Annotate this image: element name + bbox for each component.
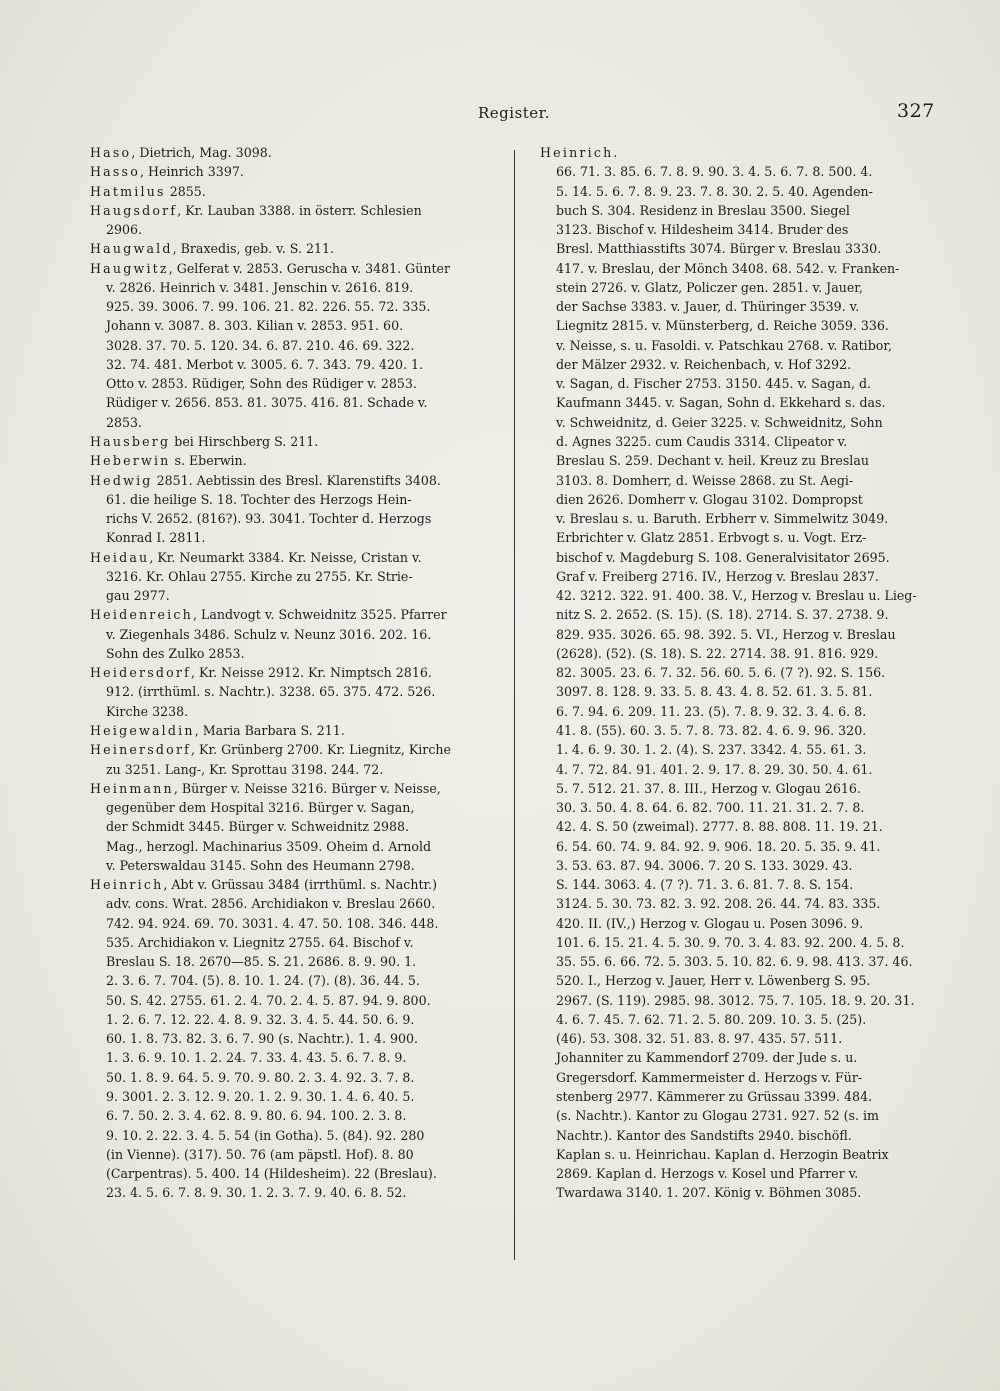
entry-text: Otto v. 2853. Rüdiger, Sohn des Rüdiger v. 2853. xyxy=(106,376,417,392)
index-line xyxy=(90,991,506,1010)
entry-text: 3216. Kr. Ohlau 2755. Kirche zu 2755. Kr. Strie- xyxy=(106,568,413,584)
index-line xyxy=(540,856,940,875)
index-line xyxy=(540,374,940,393)
entry-text: 520. I., Herzog v. Jauer, Herr v. Löwenberg S. 95. xyxy=(556,973,871,989)
entry-headword: Hasso xyxy=(90,164,140,180)
entry-text: 3123. Bischof v. Hildesheim 3414. Bruder des xyxy=(556,222,849,238)
page-title: Register. xyxy=(478,104,550,122)
index-line xyxy=(540,548,940,567)
entry-text: 101. 6. 15. 21. 4. 5. 30. 9. 70. 3. 4. 83. 92. 200. 4. 5. 8. xyxy=(556,934,905,950)
index-line xyxy=(90,933,506,952)
entry-text: S. 144. 3063. 4. (7 ?). 71. 3. 6. 81. 7. 8. S. 154. xyxy=(556,877,854,893)
index-line xyxy=(90,856,506,875)
entry-text: , Kr. Lauban 3388. in österr. Schlesien xyxy=(177,202,422,218)
index-line xyxy=(90,355,506,374)
entry-text: 42. 3212. 322. 91. 400. 38. V., Herzog v. Breslau u. Lieg- xyxy=(556,588,917,604)
entry-text: Bresl. Matthiasstifts 3074. Bürger v. Breslau 3330. xyxy=(556,241,882,257)
page-number: 327 xyxy=(897,100,935,122)
entry-text: 1. 2. 6. 7. 12. 22. 4. 8. 9. 32. 3. 4. 5. 44. 50. 6. 9. xyxy=(106,1011,415,1027)
entry-text: dien 2626. Domherr v. Glogau 3102. Dompropst xyxy=(556,491,863,507)
index-line xyxy=(90,432,506,451)
index-line xyxy=(540,779,940,798)
index-line xyxy=(90,1126,506,1145)
entry-text: 41. 8. (55). 60. 3. 5. 7. 8. 73. 82. 4. 6. 9. 96. 320. xyxy=(556,722,867,738)
entry-text: , Heinrich 3397. xyxy=(140,164,244,180)
entry-text: 5. 7. 512. 21. 37. 8. III., Herzog v. Glogau 2616. xyxy=(556,780,861,796)
entry-text: bischof v. Magdeburg S. 108. Generalvisitator 2695. xyxy=(556,549,890,565)
entry-text: 50. S. 42. 2755. 61. 2. 4. 70. 2. 4. 5. 87. 94. 9. 800. xyxy=(106,992,431,1008)
index-line xyxy=(540,1048,940,1067)
index-line xyxy=(90,702,506,721)
index-line xyxy=(90,528,506,547)
index-line xyxy=(90,1029,506,1048)
index-line xyxy=(540,875,940,894)
entry-text: (Carpentras). 5. 400. 14 (Hildesheim). 22 (Breslau). xyxy=(106,1166,437,1182)
entry-headword: Heinrich xyxy=(540,145,614,160)
entry-text: 6. 54. 60. 74. 9. 84. 92. 9. 906. 18. 20. 5. 35. 9. 41. xyxy=(556,838,881,854)
entry-text: 6. 7. 50. 2. 3. 4. 62. 8. 9. 80. 6. 94. 100. 2. 3. 8. xyxy=(106,1108,407,1124)
index-line xyxy=(540,297,940,316)
entry-text: v. Schweidnitz, d. Geier 3225. v. Schweidnitz, Sohn xyxy=(556,414,883,430)
index-line xyxy=(540,259,940,278)
index-line xyxy=(540,971,940,990)
index-line xyxy=(90,413,506,432)
entry-text: 2855. xyxy=(165,183,206,199)
index-line xyxy=(540,760,940,779)
entry-text: 2869. Kaplan d. Herzogs v. Kosel und Pfarrer v. xyxy=(556,1166,859,1182)
entry-text: , Dietrich, Mag. 3098. xyxy=(131,145,272,160)
entry-text: 925. 39. 3006. 7. 99. 106. 21. 82. 226. 55. 72. 335. xyxy=(106,299,431,315)
entry-text: 4. 7. 72. 84. 91. 401. 2. 9. 17. 8. 29. 30. 50. 4. 61. xyxy=(556,761,873,777)
index-line xyxy=(90,374,506,393)
index-line xyxy=(540,490,940,509)
index-line xyxy=(90,297,506,316)
index-line xyxy=(540,625,940,644)
entry-text: 30. 3. 50. 4. 8. 64. 6. 82. 700. 11. 21. 31. 2. 7. 8. xyxy=(556,800,865,816)
index-line xyxy=(540,162,940,181)
entry-text: v. 2826. Heinrich v. 3481. Jenschin v. 2616. 819. xyxy=(106,279,414,295)
index-line xyxy=(540,914,940,933)
index-line xyxy=(540,182,940,201)
entry-text: gegenüber dem Hospital 3216. Bürger v. Sagan, xyxy=(106,800,415,816)
index-line xyxy=(540,413,940,432)
entry-text: Gregersdorf. Kammermeister d. Herzogs v. Für- xyxy=(556,1069,863,1085)
entry-text: Breslau S. 259. Dechant v. heil. Kreuz zu Breslau xyxy=(556,453,869,469)
entry-text: 3. 53. 63. 87. 94. 3006. 7. 20 S. 133. 3029. 43. xyxy=(556,857,853,873)
entry-text: 829. 935. 3026. 65. 98. 392. 5. VI., Herzog v. Breslau xyxy=(556,626,896,642)
index-line xyxy=(90,336,506,355)
entry-text: Erbrichter v. Glatz 2851. Erbvogt s. u. Vogt. Erz- xyxy=(556,530,867,546)
entry-text: 420. II. (IV.,) Herzog v. Glogau u. Posen 3096. 9. xyxy=(556,915,864,931)
entry-text: 417. v. Breslau, der Mönch 3408. 68. 542. v. Franken- xyxy=(556,260,900,276)
entry-text: 32. 74. 481. Merbot v. 3005. 6. 7. 343. 79. 420. 1. xyxy=(106,356,424,372)
entry-headword: Haugsdorf xyxy=(90,202,178,218)
index-line xyxy=(90,393,506,412)
entry-text: v. Breslau s. u. Baruth. Erbherr v. Simmelwitz 3049. xyxy=(556,511,889,527)
index-line xyxy=(540,991,940,1010)
index-line xyxy=(90,259,506,278)
index-line xyxy=(540,586,940,605)
index-line xyxy=(540,817,940,836)
index-line xyxy=(90,509,506,528)
index-line xyxy=(90,1106,506,1125)
index-line xyxy=(90,1087,506,1106)
entry-text: 535. Archidiakon v. Liegnitz 2755. 64. Bischof v. xyxy=(106,934,414,950)
index-line xyxy=(540,432,940,451)
entry-headword: Heidau xyxy=(90,549,150,565)
index-line xyxy=(90,682,506,701)
entry-text: v. Sagan, d. Fischer 2753. 3150. 445. v. Sagan, d. xyxy=(556,376,872,392)
entry-text: richs V. 2652. (816?). 93. 3041. Tochter d. Herzogs xyxy=(106,511,432,527)
index-line xyxy=(540,143,940,162)
index-line xyxy=(540,1068,940,1087)
index-line xyxy=(540,1183,940,1202)
index-line xyxy=(540,894,940,913)
index-line xyxy=(540,220,940,239)
index-line xyxy=(540,1087,940,1106)
index-line xyxy=(90,278,506,297)
entry-text: , Kr. Neumarkt 3384. Kr. Neisse, Cristan v. xyxy=(149,549,422,565)
index-line xyxy=(540,1106,940,1125)
entry-text: zu 3251. Lang-, Kr. Sprottau 3198. 244. 72. xyxy=(106,761,384,777)
entry-headword: Haugwitz xyxy=(90,260,169,276)
entry-text: 2906. xyxy=(106,222,143,238)
entry-text: Graf v. Freiberg 2716. IV., Herzog v. Breslau 2837. xyxy=(556,568,879,584)
entry-text: , Kr. Neisse 2912. Kr. Nimptsch 2816. xyxy=(191,665,432,681)
index-line xyxy=(540,567,940,586)
entry-text: stein 2726. v. Glatz, Policzer gen. 2851. v. Jauer, xyxy=(556,279,863,295)
entry-headword: Hausberg xyxy=(90,433,171,449)
entry-text: , Maria Barbara S. 211. xyxy=(194,722,345,738)
index-line xyxy=(90,548,506,567)
index-line xyxy=(90,740,506,759)
index-line xyxy=(540,1029,940,1048)
entry-text: 1. 3. 6. 9. 10. 1. 2. 24. 7. 33. 4. 43. 5. 6. 7. 8. 9. xyxy=(106,1050,407,1066)
index-line xyxy=(90,760,506,779)
index-line xyxy=(90,471,506,490)
index-line xyxy=(90,952,506,971)
entry-headword: Heinrich xyxy=(90,877,164,893)
index-line xyxy=(90,663,506,682)
entry-text: 742. 94. 924. 69. 70. 3031. 4. 47. 50. 108. 346. 448. xyxy=(106,915,439,931)
entry-text: 3103. 8. Domherr, d. Weisse 2868. zu St. Aegi- xyxy=(556,472,854,488)
entry-text: Johanniter zu Kammendorf 2709. der Jude s. u. xyxy=(556,1050,858,1066)
entry-text: 1. 4. 6. 9. 30. 1. 2. (4). S. 237. 3342. 4. 55. 61. 3. xyxy=(556,742,867,758)
entry-text: 912. (irrthüml. s. Nachtr.). 3238. 65. 375. 472. 526. xyxy=(106,684,436,700)
index-line xyxy=(540,798,940,817)
entry-text: Johann v. 3087. 8. 303. Kilian v. 2853. 951. 60. xyxy=(106,318,404,334)
entry-text: 9. 3001. 2. 3. 12. 9. 20. 1. 2. 9. 30. 1. 4. 6. 40. 5. xyxy=(106,1089,415,1105)
entry-headword: Heidenreich xyxy=(90,607,193,623)
index-line xyxy=(90,817,506,836)
index-line xyxy=(540,721,940,740)
index-line xyxy=(540,1145,940,1164)
index-line xyxy=(90,586,506,605)
index-line xyxy=(90,1010,506,1029)
index-line xyxy=(90,605,506,624)
entry-text: , Kr. Grünberg 2700. Kr. Liegnitz, Kirche xyxy=(191,742,451,758)
index-line xyxy=(90,1183,506,1202)
entry-text: , Gelferat v. 2853. Geruscha v. 3481. Günter xyxy=(168,260,450,276)
entry-text: 4. 6. 7. 45. 7. 62. 71. 2. 5. 80. 209. 10. 3. 5. (25). xyxy=(556,1011,867,1027)
entry-text: v. Ziegenhals 3486. Schulz v. Neunz 3016. 202. 16. xyxy=(106,626,432,642)
entry-text: der Mälzer 2932. v. Reichenbach, v. Hof 3292. xyxy=(556,356,852,372)
entry-text: Twardawa 3140. 1. 207. König v. Böhmen 3085. xyxy=(556,1185,862,1201)
index-line xyxy=(90,1164,506,1183)
entry-text: (s. Nachtr.). Kantor zu Glogau 2731. 927. 52 (s. im xyxy=(556,1108,879,1124)
index-line xyxy=(540,1126,940,1145)
index-line xyxy=(540,740,940,759)
entry-text: Sohn des Zulko 2853. xyxy=(106,645,245,661)
index-line xyxy=(90,798,506,817)
index-line xyxy=(90,316,506,335)
index-line xyxy=(540,528,940,547)
index-line xyxy=(540,336,940,355)
entry-text: stenberg 2977. Kämmerer zu Grüssau 3399. 484. xyxy=(556,1089,873,1105)
entry-text: der Schmidt 3445. Bürger v. Schweidnitz 2988. xyxy=(106,819,410,835)
index-line xyxy=(540,702,940,721)
entry-text: Kaufmann 3445. v. Sagan, Sohn d. Ekkehard s. das. xyxy=(556,395,886,411)
entry-text: . xyxy=(613,145,618,160)
entry-text: , Abt v. Grüssau 3484 (irrthüml. s. Nachtr.) xyxy=(163,877,438,893)
index-line xyxy=(90,721,506,740)
entry-headword: Heinmann xyxy=(90,780,174,796)
entry-headword: Heidersdorf xyxy=(90,665,191,681)
entry-text: v. Peterswaldau 3145. Sohn des Heumann 2798. xyxy=(106,857,415,873)
index-line xyxy=(90,182,506,201)
entry-text: s. Eberwin. xyxy=(170,453,247,469)
index-line xyxy=(90,220,506,239)
index-line xyxy=(540,1010,940,1029)
entry-text: , Landvogt v. Schweidnitz 3525. Pfarrer xyxy=(192,607,447,623)
index-line xyxy=(540,239,940,258)
entry-text: (46). 53. 308. 32. 51. 83. 8. 97. 435. 57. 511. xyxy=(556,1031,843,1047)
index-line xyxy=(90,1048,506,1067)
entry-text: 3028. 37. 70. 5. 120. 34. 6. 87. 210. 46. 69. 322. xyxy=(106,337,415,353)
entry-headword: Heberwin xyxy=(90,453,171,469)
index-line xyxy=(540,682,940,701)
entry-text: 9. 10. 2. 22. 3. 4. 5. 54 (in Gotha). 5. (84). 92. 280 xyxy=(106,1127,425,1143)
entry-text: , Bürger v. Neisse 3216. Bürger v. Neisse, xyxy=(173,780,441,796)
index-line xyxy=(90,894,506,913)
entry-text: Rüdiger v. 2656. 853. 81. 3075. 416. 81. Schade v. xyxy=(106,395,428,411)
index-line xyxy=(90,567,506,586)
entry-text: 60. 1. 8. 73. 82. 3. 6. 7. 90 (s. Nachtr.). 1. 4. 900. xyxy=(106,1031,418,1047)
entry-text: Mag., herzogl. Machinarius 3509. Oheim d. Arnold xyxy=(106,838,432,854)
entry-text: Breslau S. 18. 2670—85. S. 21. 2686. 8. 9. 90. 1. xyxy=(106,954,417,970)
entry-text: buch S. 304. Residenz in Breslau 3500. Siegel xyxy=(556,202,850,218)
index-line xyxy=(540,663,940,682)
entry-text: , Braxedis, geb. v. S. 211. xyxy=(172,241,334,257)
index-line xyxy=(90,971,506,990)
index-line xyxy=(90,875,506,894)
entry-text: 35. 55. 6. 66. 72. 5. 303. 5. 10. 82. 6. 9. 98. 413. 37. 46. xyxy=(556,954,913,970)
index-line xyxy=(540,952,940,971)
index-line xyxy=(90,779,506,798)
running-header xyxy=(0,98,1000,128)
entry-text: 2853. xyxy=(106,414,143,430)
index-line xyxy=(540,451,940,470)
entry-headword: Hedwig xyxy=(90,472,153,488)
index-line xyxy=(90,1145,506,1164)
entry-text: gau 2977. xyxy=(106,588,170,604)
entry-text: d. Agnes 3225. cum Caudis 3314. Clipeator v. xyxy=(556,433,848,449)
entry-text: 3124. 5. 30. 73. 82. 3. 92. 208. 26. 44. 74. 83. 335. xyxy=(556,896,881,912)
entry-text: 2. 3. 6. 7. 704. (5). 8. 10. 1. 24. (7). (8). 36. 44. 5. xyxy=(106,973,420,989)
index-line xyxy=(540,316,940,335)
index-line xyxy=(90,451,506,470)
index-line xyxy=(540,644,940,663)
entry-text: Kaplan s. u. Heinrichau. Kaplan d. Herzogin Beatrix xyxy=(556,1146,889,1162)
entry-headword: Heinersdorf xyxy=(90,742,192,758)
index-line xyxy=(540,471,940,490)
entry-headword: Haso xyxy=(90,145,132,160)
entry-text: (2628). (52). (S. 18). S. 22. 2714. 38. 91. 816. 929. xyxy=(556,645,879,661)
entry-text: nitz S. 2. 2652. (S. 15). (S. 18). 2714. S. 37. 2738. 9. xyxy=(556,607,889,623)
index-line xyxy=(90,239,506,258)
left-column xyxy=(90,143,506,1203)
entry-text: 23. 4. 5. 6. 7. 8. 9. 30. 1. 2. 3. 7. 9. 40. 6. 8. 52. xyxy=(106,1185,407,1201)
entry-text: 82. 3005. 23. 6. 7. 32. 56. 60. 5. 6. (7 ?). 92. S. 156. xyxy=(556,665,886,681)
index-line xyxy=(540,509,940,528)
index-line xyxy=(90,644,506,663)
entry-text: Nachtr.). Kantor des Sandstifts 2940. bischöfl. xyxy=(556,1127,852,1143)
entry-text: 61. die heilige S. 18. Tochter des Herzogs Hein- xyxy=(106,491,412,507)
entry-headword: Hatmilus xyxy=(90,183,166,199)
entry-text: bei Hirschberg S. 211. xyxy=(170,433,319,449)
entry-headword: Haugwald xyxy=(90,241,173,257)
index-line xyxy=(90,201,506,220)
entry-text: 2851. Aebtissin des Bresl. Klarenstifts 3408. xyxy=(152,472,441,488)
entry-text: 50. 1. 8. 9. 64. 5. 9. 70. 9. 80. 2. 3. 4. 92. 3. 7. 8. xyxy=(106,1069,415,1085)
index-line xyxy=(540,355,940,374)
entry-text: 6. 7. 94. 6. 209. 11. 23. (5). 7. 8. 9. 32. 3. 4. 6. 8. xyxy=(556,703,867,719)
index-line xyxy=(540,837,940,856)
index-line xyxy=(90,625,506,644)
index-line xyxy=(540,933,940,952)
index-line xyxy=(90,162,506,181)
entry-text: v. Neisse, s. u. Fasoldi. v. Patschkau 2768. v. Ratibor, xyxy=(556,337,892,353)
entry-text: 3097. 8. 128. 9. 33. 5. 8. 43. 4. 8. 52. 61. 3. 5. 81. xyxy=(556,684,873,700)
index-line xyxy=(90,1068,506,1087)
entry-headword: Heigewaldin xyxy=(90,722,195,738)
right-column xyxy=(540,143,940,1203)
index-line xyxy=(90,837,506,856)
index-line xyxy=(540,1164,940,1183)
entry-text: der Sachse 3383. v. Jauer, d. Thüringer 3539. v. xyxy=(556,299,860,315)
index-line xyxy=(540,201,940,220)
entry-text: Konrad I. 2811. xyxy=(106,530,206,546)
entry-text: 66. 71. 3. 85. 6. 7. 8. 9. 90. 3. 4. 5. 6. 7. 8. 500. 4. xyxy=(556,164,873,180)
entry-text: 42. 4. S. 50 (zweimal). 2777. 8. 88. 808. 11. 19. 21. xyxy=(556,819,883,835)
entry-text: 2967. (S. 119). 2985. 98. 3012. 75. 7. 105. 18. 9. 20. 31. xyxy=(556,992,915,1008)
index-line xyxy=(90,143,506,162)
entry-text: Kirche 3238. xyxy=(106,703,189,719)
index-line xyxy=(540,605,940,624)
entry-text: adv. cons. Wrat. 2856. Archidiakon v. Breslau 2660. xyxy=(106,896,436,912)
index-line xyxy=(540,393,940,412)
index-line xyxy=(90,490,506,509)
entry-text: Liegnitz 2815. v. Münsterberg, d. Reiche 3059. 336. xyxy=(556,318,889,334)
entry-text: 5. 14. 5. 6. 7. 8. 9. 23. 7. 8. 30. 2. 5. 40. Agenden- xyxy=(556,183,873,199)
index-line xyxy=(90,914,506,933)
column-divider xyxy=(514,150,515,1260)
index-line xyxy=(540,278,940,297)
entry-text: (in Vienne). (317). 50. 76 (am päpstl. Hof). 8. 80 xyxy=(106,1146,414,1162)
